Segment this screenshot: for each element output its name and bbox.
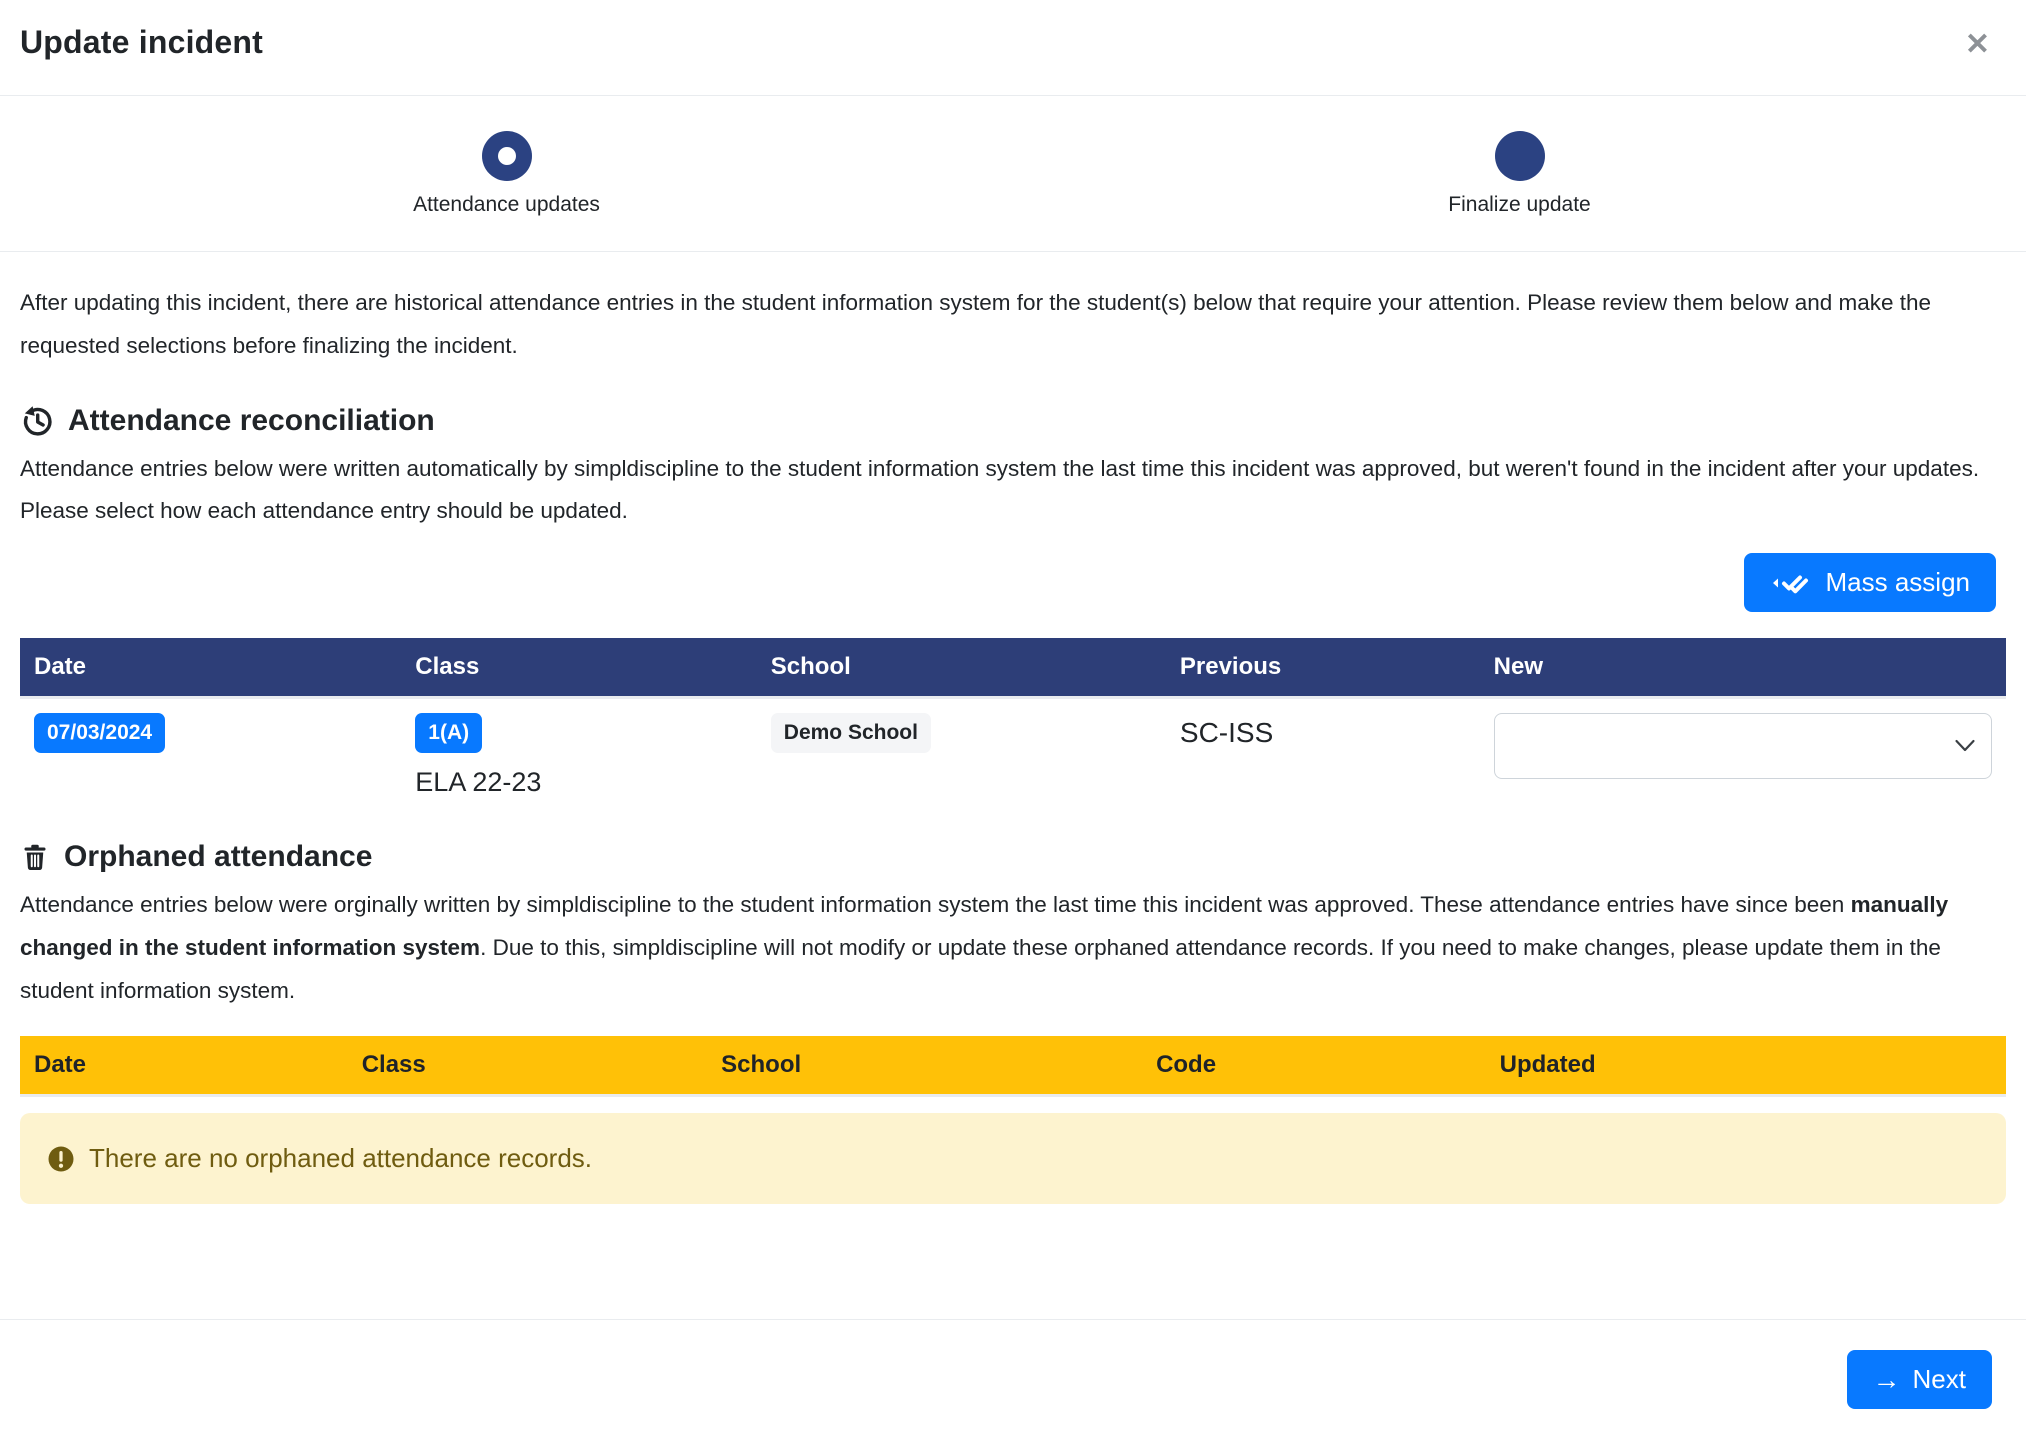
- orphaned-table-head: [20, 1036, 2006, 1096]
- step-inner-dot: [498, 147, 516, 165]
- orphaned-heading: [20, 840, 2006, 874]
- new-code-select[interactable]: [1494, 713, 1992, 779]
- new-cell: [1480, 698, 2006, 811]
- column-header-date: Date: [20, 638, 401, 698]
- orphaned-description-before: Attendance entries below were orginally written by simpldiscipline to the student information system the last time this incident was approved. These attendance entries have since been: [20, 892, 1851, 917]
- page-title: Update incident: [20, 24, 264, 60]
- reconciliation-table: [20, 638, 2006, 810]
- column-header-class: Class: [401, 638, 756, 698]
- orphaned-description: [20, 884, 2006, 1012]
- class-cell: [401, 698, 756, 811]
- reconciliation-description: Attendance entries below were written automatically by simpldiscipline to the student information system the last time this incident was approved, but weren't found in the incident after your updates. Please select how each attendance entry should be updated.: [20, 455, 1980, 524]
- exclamation-circle-icon: [46, 1144, 76, 1174]
- close-icon[interactable]: ✕: [1963, 24, 1992, 66]
- stepper: [0, 96, 2026, 252]
- table-row: [20, 698, 2006, 811]
- school-cell: [757, 698, 1166, 811]
- reconciliation-heading: [20, 404, 2006, 438]
- step-attendance-updates[interactable]: [0, 96, 1013, 251]
- reconciliation-toolbar: [20, 553, 1996, 612]
- column-header-previous: Previous: [1166, 638, 1480, 698]
- previous-cell: [1166, 698, 1480, 811]
- next-button-label: Next: [1912, 1364, 1966, 1394]
- step-filled-icon: [1495, 131, 1545, 181]
- mass-assign-double-check-icon: [1770, 569, 1814, 597]
- date-badge: 07/03/2024: [34, 713, 165, 753]
- orphaned-heading-text: Orphaned attendance: [64, 840, 373, 873]
- mass-assign-label: Mass assign: [1825, 567, 1970, 597]
- mass-assign-button[interactable]: [1744, 553, 1997, 612]
- arrow-right-icon: →: [1872, 1363, 1901, 1395]
- column-header-new: New: [1480, 638, 2006, 698]
- column-header-code: Code: [1142, 1036, 1486, 1096]
- column-header-class: Class: [348, 1036, 707, 1096]
- intro-text: After updating this incident, there are historical attendance entries in the student information system for the student(s) below that require your attention. Please review them below and make the requested selections before finalizing the incident.: [20, 290, 1932, 358]
- column-header-school: School: [757, 638, 1166, 698]
- orphaned-description-bold: manually changed in the student information system: [20, 892, 1949, 960]
- column-header-updated: Updated: [1486, 1036, 2006, 1096]
- orphaned-table: [20, 1036, 2006, 1097]
- step-finalize-update[interactable]: [1013, 96, 2026, 251]
- class-name: ELA 22-23: [415, 767, 542, 797]
- history-icon: [20, 404, 54, 438]
- new-code-select-wrap: [1494, 713, 1992, 779]
- school-badge: Demo School: [771, 713, 931, 753]
- no-orphaned-alert-text: There are no orphaned attendance records.: [89, 1143, 593, 1174]
- column-header-date: Date: [20, 1036, 348, 1096]
- step-current-icon: [482, 131, 532, 181]
- step-label: Attendance updates: [413, 192, 600, 216]
- class-period-badge: 1(A): [415, 713, 482, 753]
- step-label: Finalize update: [1448, 192, 1591, 216]
- next-button[interactable]: [1847, 1350, 1992, 1409]
- trash-icon: [20, 840, 50, 874]
- previous-code: SC-ISS: [1179, 717, 1274, 748]
- orphaned-description-after: . Due to this, simpldiscipline will not modify or update these orphaned attendance records. If you need to make changes, please update them in the student information system.: [20, 934, 1941, 1003]
- reconciliation-heading-text: Attendance reconciliation: [68, 403, 435, 437]
- date-cell: [20, 698, 401, 811]
- reconciliation-table-head: [20, 638, 2006, 698]
- column-header-school: School: [707, 1036, 1142, 1096]
- modal-header: [0, 0, 2026, 96]
- modal-footer: [0, 1319, 2026, 1434]
- no-orphaned-alert: [20, 1113, 2006, 1204]
- modal-body: [0, 252, 2026, 1319]
